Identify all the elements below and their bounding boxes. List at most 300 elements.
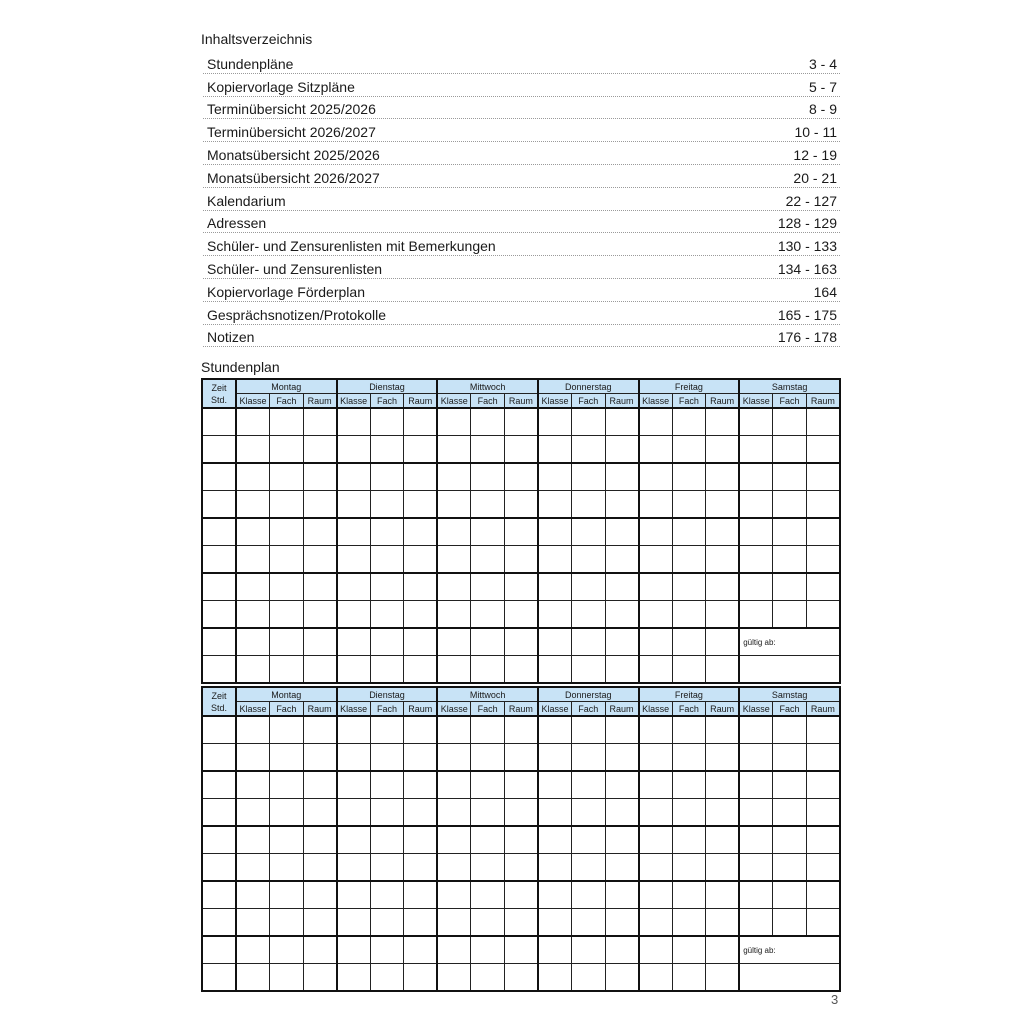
timetable-cell[interactable] — [672, 799, 706, 827]
timetable-cell[interactable] — [806, 408, 840, 436]
timetable-cell[interactable] — [504, 964, 538, 992]
timetable-cell[interactable] — [605, 909, 639, 937]
timetable-cell[interactable] — [706, 854, 740, 882]
timetable-cell[interactable] — [504, 436, 538, 464]
timetable-cell[interactable] — [739, 744, 773, 772]
timetable-cell[interactable] — [303, 518, 337, 546]
timetable-cell[interactable] — [706, 936, 740, 964]
timetable-cell[interactable] — [672, 936, 706, 964]
timetable-cell[interactable] — [270, 744, 304, 772]
timetable-cell[interactable] — [504, 518, 538, 546]
timetable-cell[interactable] — [571, 518, 605, 546]
timetable-cell[interactable] — [605, 771, 639, 799]
time-cell[interactable] — [202, 799, 236, 827]
timetable-cell[interactable] — [639, 546, 673, 574]
timetable-cell[interactable] — [773, 601, 807, 629]
timetable-cell[interactable] — [538, 491, 572, 519]
timetable-cell[interactable] — [739, 854, 773, 882]
timetable-cell[interactable] — [303, 771, 337, 799]
timetable-cell[interactable] — [538, 771, 572, 799]
time-cell[interactable] — [202, 881, 236, 909]
timetable-cell[interactable] — [471, 964, 505, 992]
timetable-cell[interactable] — [236, 656, 270, 684]
timetable-cell[interactable] — [303, 436, 337, 464]
timetable-cell[interactable] — [806, 799, 840, 827]
timetable-cell[interactable] — [739, 826, 773, 854]
timetable-cell[interactable] — [337, 936, 371, 964]
timetable-cell[interactable] — [706, 909, 740, 937]
timetable-cell[interactable] — [337, 436, 371, 464]
timetable-cell[interactable] — [571, 909, 605, 937]
timetable-cell[interactable] — [370, 799, 404, 827]
timetable-cell[interactable] — [303, 881, 337, 909]
toc-entry[interactable] — [203, 51, 840, 74]
timetable-cell[interactable] — [571, 601, 605, 629]
timetable-cell[interactable] — [337, 463, 371, 491]
timetable-cell[interactable] — [270, 881, 304, 909]
timetable-cell[interactable] — [270, 408, 304, 436]
time-cell[interactable] — [202, 436, 236, 464]
timetable-cell[interactable] — [538, 408, 572, 436]
timetable-cell[interactable] — [672, 518, 706, 546]
timetable-cell[interactable] — [404, 964, 438, 992]
timetable-cell[interactable] — [605, 854, 639, 882]
timetable-cell[interactable] — [270, 716, 304, 744]
timetable-cell[interactable] — [437, 463, 471, 491]
timetable-cell[interactable] — [437, 408, 471, 436]
timetable-cell[interactable] — [236, 936, 270, 964]
timetable-cell[interactable] — [639, 408, 673, 436]
timetable-cell[interactable] — [337, 826, 371, 854]
timetable-cell[interactable] — [806, 601, 840, 629]
timetable-cell[interactable] — [639, 656, 673, 684]
timetable-cell[interactable] — [538, 881, 572, 909]
timetable-cell[interactable] — [270, 964, 304, 992]
timetable-cell[interactable] — [605, 744, 639, 772]
timetable-cell[interactable] — [404, 744, 438, 772]
timetable-cell[interactable] — [739, 881, 773, 909]
timetable-cell[interactable] — [538, 518, 572, 546]
timetable-cell[interactable] — [270, 546, 304, 574]
timetable-cell[interactable] — [504, 826, 538, 854]
timetable-cell[interactable] — [773, 518, 807, 546]
timetable-cell[interactable] — [672, 744, 706, 772]
timetable-cell[interactable] — [739, 408, 773, 436]
timetable-cell[interactable] — [639, 936, 673, 964]
timetable-cell[interactable] — [404, 881, 438, 909]
timetable-cell[interactable] — [672, 964, 706, 992]
timetable-cell[interactable] — [605, 628, 639, 656]
timetable-cell[interactable] — [471, 909, 505, 937]
timetable-cell[interactable] — [236, 436, 270, 464]
timetable-cell[interactable] — [404, 518, 438, 546]
timetable-cell[interactable] — [672, 491, 706, 519]
timetable-cell[interactable] — [672, 573, 706, 601]
timetable-cell[interactable] — [706, 716, 740, 744]
timetable-cell[interactable] — [773, 881, 807, 909]
timetable-cell[interactable] — [639, 854, 673, 882]
toc-entry[interactable] — [203, 97, 840, 120]
timetable-cell[interactable] — [504, 573, 538, 601]
timetable-cell[interactable] — [639, 436, 673, 464]
timetable-cell[interactable] — [538, 826, 572, 854]
timetable-cell[interactable] — [773, 491, 807, 519]
timetable-cell[interactable] — [706, 601, 740, 629]
timetable-cell[interactable] — [538, 656, 572, 684]
timetable-cell[interactable] — [806, 573, 840, 601]
timetable-cell[interactable] — [571, 716, 605, 744]
timetable-cell[interactable] — [471, 799, 505, 827]
timetable-cell[interactable] — [370, 936, 404, 964]
timetable-cell[interactable] — [672, 436, 706, 464]
timetable-cell[interactable] — [605, 408, 639, 436]
timetable-cell[interactable] — [571, 656, 605, 684]
timetable-cell[interactable] — [672, 771, 706, 799]
timetable-cell[interactable] — [504, 771, 538, 799]
timetable-cell[interactable] — [337, 964, 371, 992]
timetable-cell[interactable] — [404, 491, 438, 519]
timetable-cell[interactable] — [370, 656, 404, 684]
timetable-cell[interactable] — [806, 491, 840, 519]
timetable-cell[interactable] — [672, 601, 706, 629]
timetable-cell[interactable] — [437, 436, 471, 464]
timetable-cell[interactable] — [605, 964, 639, 992]
timetable-cell[interactable] — [504, 854, 538, 882]
timetable-cell[interactable] — [605, 436, 639, 464]
timetable-cell[interactable] — [337, 408, 371, 436]
time-cell[interactable] — [202, 408, 236, 436]
time-cell[interactable] — [202, 628, 236, 656]
timetable-cell[interactable] — [639, 881, 673, 909]
timetable-cell[interactable] — [370, 601, 404, 629]
timetable-cell[interactable] — [538, 854, 572, 882]
timetable-cell[interactable] — [270, 799, 304, 827]
timetable-cell[interactable] — [706, 628, 740, 656]
timetable-cell[interactable] — [538, 436, 572, 464]
timetable-cell[interactable] — [571, 936, 605, 964]
timetable-cell[interactable] — [270, 771, 304, 799]
timetable-cell[interactable] — [471, 881, 505, 909]
timetable-cell[interactable] — [706, 436, 740, 464]
timetable-cell[interactable] — [672, 656, 706, 684]
timetable-cell[interactable] — [806, 854, 840, 882]
timetable-cell[interactable] — [773, 573, 807, 601]
timetable-cell[interactable] — [605, 826, 639, 854]
timetable-cell[interactable] — [605, 491, 639, 519]
time-cell[interactable] — [202, 546, 236, 574]
timetable-cell[interactable] — [538, 799, 572, 827]
timetable-cell[interactable] — [370, 744, 404, 772]
timetable-cell[interactable] — [471, 573, 505, 601]
timetable-cell[interactable] — [639, 964, 673, 992]
timetable-cell[interactable] — [370, 881, 404, 909]
timetable-cell[interactable] — [270, 936, 304, 964]
time-cell[interactable] — [202, 854, 236, 882]
timetable-cell[interactable] — [337, 546, 371, 574]
gueltig-ab-field[interactable]: gültig ab: — [739, 936, 840, 964]
timetable-cell[interactable] — [437, 744, 471, 772]
timetable-cell[interactable] — [303, 964, 337, 992]
timetable-cell[interactable] — [370, 573, 404, 601]
timetable-cell[interactable] — [571, 744, 605, 772]
timetable-cell[interactable] — [236, 408, 270, 436]
timetable-cell[interactable] — [773, 854, 807, 882]
timetable-cell[interactable] — [773, 799, 807, 827]
toc-entry[interactable] — [203, 211, 840, 234]
timetable-cell[interactable] — [538, 628, 572, 656]
time-cell[interactable] — [202, 518, 236, 546]
timetable-cell[interactable] — [538, 463, 572, 491]
timetable-cell[interactable] — [504, 744, 538, 772]
timetable-cell[interactable] — [639, 463, 673, 491]
timetable-cell[interactable] — [504, 546, 538, 574]
timetable-cell[interactable] — [639, 491, 673, 519]
timetable-cell[interactable] — [270, 854, 304, 882]
timetable-cell[interactable] — [437, 546, 471, 574]
timetable-cell[interactable] — [303, 408, 337, 436]
timetable-cell[interactable] — [236, 463, 270, 491]
toc-entry[interactable] — [203, 119, 840, 142]
time-cell[interactable] — [202, 964, 236, 992]
toc-entry[interactable] — [203, 142, 840, 165]
timetable-cell[interactable] — [706, 463, 740, 491]
timetable-cell[interactable] — [571, 628, 605, 656]
timetable-cell[interactable] — [270, 573, 304, 601]
timetable-cell[interactable] — [639, 826, 673, 854]
timetable-cell[interactable] — [672, 628, 706, 656]
toc-entry[interactable] — [203, 302, 840, 325]
timetable-cell[interactable] — [270, 656, 304, 684]
timetable-cell[interactable] — [236, 573, 270, 601]
timetable-cell[interactable] — [706, 744, 740, 772]
timetable-cell[interactable] — [605, 463, 639, 491]
timetable-cell[interactable] — [471, 936, 505, 964]
timetable-cell[interactable] — [773, 436, 807, 464]
timetable-cell[interactable] — [236, 881, 270, 909]
timetable-cell[interactable] — [337, 799, 371, 827]
timetable-cell[interactable] — [806, 716, 840, 744]
timetable-cell[interactable] — [337, 491, 371, 519]
timetable-cell[interactable] — [404, 408, 438, 436]
timetable-cell[interactable] — [571, 463, 605, 491]
timetable-cell[interactable] — [370, 716, 404, 744]
timetable-cell[interactable] — [538, 573, 572, 601]
timetable-cell[interactable] — [739, 546, 773, 574]
timetable-cell[interactable] — [236, 909, 270, 937]
timetable-cell[interactable] — [236, 601, 270, 629]
timetable-cell[interactable] — [471, 546, 505, 574]
timetable-cell[interactable] — [437, 656, 471, 684]
timetable-cell[interactable] — [404, 463, 438, 491]
timetable-cell[interactable] — [404, 909, 438, 937]
timetable-cell[interactable] — [437, 716, 471, 744]
timetable-cell[interactable] — [806, 744, 840, 772]
timetable-cell[interactable] — [370, 771, 404, 799]
timetable-cell[interactable] — [437, 909, 471, 937]
timetable-cell[interactable] — [471, 826, 505, 854]
timetable-cell[interactable] — [605, 656, 639, 684]
timetable-cell[interactable] — [806, 826, 840, 854]
timetable-cell[interactable] — [303, 491, 337, 519]
time-cell[interactable] — [202, 656, 236, 684]
timetable-cell[interactable] — [538, 936, 572, 964]
timetable-cell[interactable] — [639, 799, 673, 827]
timetable-cell[interactable] — [706, 799, 740, 827]
timetable-cell[interactable] — [773, 716, 807, 744]
timetable-cell[interactable] — [370, 518, 404, 546]
timetable-cell[interactable] — [471, 716, 505, 744]
timetable-cell[interactable] — [605, 573, 639, 601]
timetable-cell[interactable] — [437, 771, 471, 799]
timetable-cell[interactable] — [471, 408, 505, 436]
timetable-cell[interactable] — [672, 463, 706, 491]
timetable-cell[interactable] — [571, 799, 605, 827]
timetable-cell[interactable] — [337, 771, 371, 799]
timetable-cell[interactable] — [672, 826, 706, 854]
timetable-cell[interactable] — [337, 716, 371, 744]
timetable-cell[interactable] — [773, 408, 807, 436]
timetable-cell[interactable] — [504, 881, 538, 909]
timetable-cell[interactable] — [773, 771, 807, 799]
timetable-cell[interactable] — [404, 601, 438, 629]
timetable-cell[interactable] — [404, 826, 438, 854]
timetable-cell[interactable] — [471, 518, 505, 546]
timetable-cell[interactable] — [504, 601, 538, 629]
timetable-cell[interactable] — [806, 518, 840, 546]
timetable-cell[interactable] — [236, 964, 270, 992]
timetable-cell[interactable] — [571, 436, 605, 464]
timetable-cell[interactable] — [706, 771, 740, 799]
timetable-cell[interactable] — [303, 716, 337, 744]
timetable-cell[interactable] — [806, 546, 840, 574]
timetable-cell[interactable] — [605, 601, 639, 629]
timetable-cell[interactable] — [471, 628, 505, 656]
timetable-cell[interactable] — [437, 799, 471, 827]
timetable-cell[interactable] — [571, 408, 605, 436]
timetable-cell[interactable] — [437, 573, 471, 601]
timetable-cell[interactable] — [404, 656, 438, 684]
timetable-cell[interactable] — [337, 628, 371, 656]
toc-entry[interactable] — [203, 188, 840, 211]
timetable-cell[interactable] — [270, 491, 304, 519]
timetable-cell[interactable] — [806, 909, 840, 937]
timetable-cell[interactable] — [303, 573, 337, 601]
timetable-cell[interactable] — [739, 491, 773, 519]
timetable-cell[interactable] — [639, 771, 673, 799]
timetable-cell[interactable] — [571, 491, 605, 519]
timetable-cell[interactable] — [404, 628, 438, 656]
timetable-cell[interactable] — [538, 744, 572, 772]
timetable-cell[interactable] — [370, 408, 404, 436]
timetable-cell[interactable] — [605, 518, 639, 546]
timetable-cell[interactable] — [773, 744, 807, 772]
timetable-cell[interactable] — [672, 909, 706, 937]
timetable-cell[interactable] — [706, 573, 740, 601]
timetable-cell[interactable] — [571, 573, 605, 601]
timetable-cell[interactable] — [672, 546, 706, 574]
timetable-cell[interactable] — [706, 518, 740, 546]
timetable-cell[interactable] — [504, 656, 538, 684]
timetable-cell[interactable] — [605, 881, 639, 909]
timetable-cell[interactable] — [404, 854, 438, 882]
timetable-cell[interactable] — [270, 826, 304, 854]
timetable-cell[interactable] — [404, 799, 438, 827]
timetable-cell[interactable] — [538, 601, 572, 629]
timetable-cell[interactable] — [706, 881, 740, 909]
timetable-cell[interactable] — [270, 436, 304, 464]
timetable-cell[interactable] — [303, 628, 337, 656]
timetable-cell[interactable] — [773, 826, 807, 854]
timetable-cell[interactable] — [739, 799, 773, 827]
timetable-cell[interactable] — [739, 518, 773, 546]
timetable-cell[interactable] — [236, 854, 270, 882]
timetable-cell[interactable] — [370, 491, 404, 519]
timetable-cell[interactable] — [504, 909, 538, 937]
gueltig-ab-entry[interactable] — [739, 656, 840, 684]
timetable-cell[interactable] — [303, 909, 337, 937]
time-cell[interactable] — [202, 601, 236, 629]
timetable-cell[interactable] — [538, 716, 572, 744]
timetable-cell[interactable] — [504, 716, 538, 744]
time-cell[interactable] — [202, 936, 236, 964]
timetable-cell[interactable] — [236, 744, 270, 772]
timetable-cell[interactable] — [639, 909, 673, 937]
timetable-cell[interactable] — [337, 656, 371, 684]
timetable-cell[interactable] — [706, 826, 740, 854]
timetable-cell[interactable] — [571, 854, 605, 882]
timetable-cell[interactable] — [303, 463, 337, 491]
timetable-cell[interactable] — [504, 408, 538, 436]
timetable-cell[interactable] — [270, 463, 304, 491]
timetable-cell[interactable] — [639, 744, 673, 772]
timetable-cell[interactable] — [303, 656, 337, 684]
timetable-cell[interactable] — [504, 628, 538, 656]
timetable-cell[interactable] — [571, 964, 605, 992]
timetable-cell[interactable] — [404, 936, 438, 964]
timetable-cell[interactable] — [605, 716, 639, 744]
timetable-cell[interactable] — [404, 436, 438, 464]
timetable-cell[interactable] — [739, 601, 773, 629]
timetable-cell[interactable] — [471, 744, 505, 772]
toc-entry[interactable] — [203, 165, 840, 188]
gueltig-ab-entry[interactable] — [739, 964, 840, 992]
timetable-cell[interactable] — [303, 799, 337, 827]
timetable-cell[interactable] — [706, 546, 740, 574]
timetable-cell[interactable] — [672, 881, 706, 909]
time-cell[interactable] — [202, 744, 236, 772]
timetable-cell[interactable] — [370, 436, 404, 464]
timetable-cell[interactable] — [672, 716, 706, 744]
timetable-cell[interactable] — [236, 491, 270, 519]
timetable-cell[interactable] — [571, 546, 605, 574]
timetable-cell[interactable] — [471, 854, 505, 882]
time-cell[interactable] — [202, 491, 236, 519]
timetable-cell[interactable] — [236, 826, 270, 854]
timetable-cell[interactable] — [538, 964, 572, 992]
timetable-cell[interactable] — [806, 463, 840, 491]
timetable-cell[interactable] — [303, 546, 337, 574]
timetable-cell[interactable] — [303, 744, 337, 772]
timetable-cell[interactable] — [504, 799, 538, 827]
toc-entry[interactable] — [203, 256, 840, 279]
timetable-cell[interactable] — [571, 771, 605, 799]
timetable-cell[interactable] — [337, 573, 371, 601]
gueltig-ab-field[interactable]: gültig ab: — [739, 628, 840, 656]
timetable-cell[interactable] — [739, 771, 773, 799]
timetable-cell[interactable] — [471, 601, 505, 629]
timetable-cell[interactable] — [236, 799, 270, 827]
timetable-cell[interactable] — [303, 854, 337, 882]
